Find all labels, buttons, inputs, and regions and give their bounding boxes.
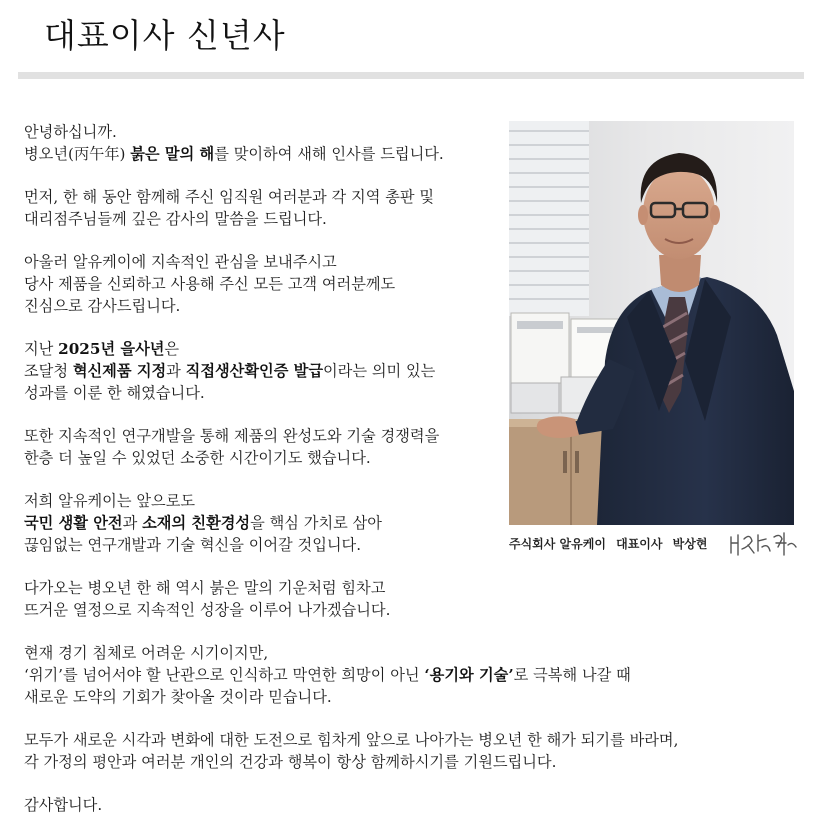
- research-line-2: 한층 더 높일 수 있었던 소중한 시간이기도 했습니다.: [24, 449, 371, 467]
- thanks-staff-line-1: 먼저, 한 해 동안 함께해 주신 임직원 여러분과 각 지역 총판 및: [24, 188, 435, 206]
- new-year-line-end: 를 맞이하여 새해 인사를 드립니다.: [214, 145, 444, 163]
- highlight-direct-production: 직접생산확인증 발급: [185, 362, 323, 380]
- paragraph-closing: [24, 794, 804, 816]
- achievements-line-3: 성과를 이룬 한 해였습니다.: [24, 384, 205, 402]
- thanks-staff-line-2: 대리점주님들께 깊은 감사의 말씀을 드립니다.: [24, 210, 327, 228]
- thanks-customers-line-3: 진심으로 감사드립니다.: [24, 297, 181, 315]
- thanks-customers-line-2: 당사 제품을 신뢰하고 사용해 주신 모든 고객 여러분께도: [24, 275, 396, 293]
- title-divider: [18, 72, 804, 79]
- caption-role: 대표이사: [616, 537, 663, 551]
- ceo-portrait-photo: [509, 121, 794, 525]
- caption-company: 주식회사 알유케이: [509, 537, 606, 551]
- achievements-line-1-end: 은: [164, 340, 180, 358]
- closing-line: 감사합니다.: [24, 796, 103, 814]
- handwritten-signature: [728, 529, 798, 563]
- wishes-line-1: 모두가 새로운 시각과 변화에 대한 도전으로 힘차게 앞으로 나아가는 병오년 한 해가 되기를 바라며,: [24, 731, 679, 749]
- courage-line-1: 현재 경기 침체로 어려운 시기이지만,: [24, 644, 269, 662]
- highlight-red-horse: 붉은 말의 해: [130, 145, 215, 163]
- highlight-year: 2025년 을사년: [58, 340, 165, 358]
- highlight-eco-friendly: 소재의 친환경성: [142, 514, 251, 532]
- highlight-innovative-product: 혁신제품 지정: [72, 362, 167, 380]
- highlight-courage-technology: ‘용기와 기술’: [424, 666, 514, 684]
- courage-line-2-start: ‘위기’를 넘어서야 할 난관으로 인식하고 막연한 희망이 아닌: [24, 666, 425, 684]
- paragraph-wishes: [24, 729, 804, 773]
- achievements-line-1-start: 지난: [24, 340, 59, 358]
- values-line-2-mid: 과: [122, 514, 143, 532]
- values-line-2-end: 을 핵심 가치로 삼아: [250, 514, 382, 532]
- courage-line-3: 새로운 도약의 기회가 찾아올 것이라 믿습니다.: [24, 688, 332, 706]
- paragraph-growth: [24, 577, 804, 621]
- achievements-line-2-end: 이라는 의미 있는: [323, 362, 436, 380]
- highlight-public-safety: 국민 생활 안전: [24, 514, 123, 532]
- values-line-1: 저희 알유케이는 앞으로도: [24, 492, 196, 510]
- achievements-line-2-start: 조달청: [24, 362, 73, 380]
- thanks-customers-line-1: 아울러 알유케이에 지속적인 관심을 보내주시고: [24, 253, 337, 271]
- growth-line-1: 다가오는 병오년 한 해 역시 붉은 말의 기운처럼 힘차고: [24, 579, 386, 597]
- wishes-line-2: 각 가정의 평안과 여러분 개인의 건강과 행복이 항상 함께하시기를 기원드립니다.: [24, 753, 557, 771]
- greeting-line: 안녕하십니까.: [24, 123, 117, 141]
- page-title: 대표이사 신년사: [44, 16, 286, 55]
- research-line-1: 또한 지속적인 연구개발을 통해 제품의 완성도와 기술 경쟁력을: [24, 427, 440, 445]
- growth-line-2: 뜨거운 열정으로 지속적인 성장을 이루어 나가겠습니다.: [24, 601, 391, 619]
- courage-line-2-end: 로 극복해 나갈 때: [513, 666, 631, 684]
- paragraph-courage: [24, 642, 804, 708]
- values-line-3: 끊임없는 연구개발과 기술 혁신을 이어갈 것입니다.: [24, 536, 362, 554]
- new-year-line-start: 병오년(丙午年): [24, 145, 131, 163]
- caption-name: 박상현: [672, 537, 708, 551]
- achievements-line-2-mid: 과: [166, 362, 186, 380]
